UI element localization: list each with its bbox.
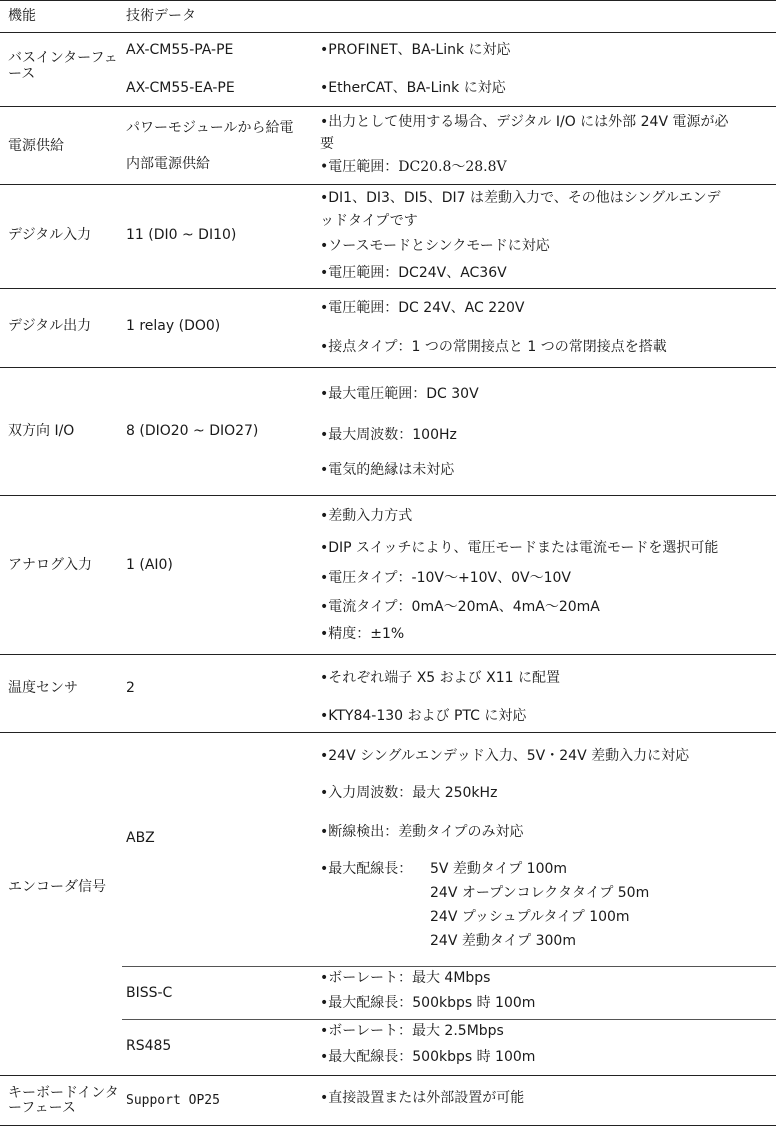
spec-note: •電気的絶縁は未対応 xyxy=(320,462,455,478)
feature-label: デジタル出力 xyxy=(8,318,92,334)
spec-note: •最大電圧範囲：DC 30V xyxy=(320,386,479,402)
spec-note: •入力周波数：最大 250kHz xyxy=(320,785,498,801)
spec-note: •出力として使用する場合、デジタル I/O には外部 24V 電源が必 xyxy=(320,114,729,130)
encoder-type: ABZ xyxy=(126,830,155,846)
spec-note: •DI1、DI3、DI5、DI7 は差動入力で、その他はシングルエンデ xyxy=(320,190,721,206)
channel-value: Support OP25 xyxy=(126,1093,220,1108)
sub-row-divider xyxy=(122,966,776,967)
spec-note: •KTY84-130 および PTC に対応 xyxy=(320,708,527,724)
channel-value: 11 (DI0 ~ DI10) xyxy=(126,227,237,243)
row-divider xyxy=(0,495,776,496)
model-value: AX-CM55-EA-PE xyxy=(126,80,235,96)
spec-note: 要 xyxy=(320,136,334,152)
channel-value: 2 xyxy=(126,680,135,696)
spec-note: •電流タイプ：0mA～20mA、4mA～20mA xyxy=(320,599,600,615)
table-bottom-border xyxy=(0,1125,776,1126)
header-spec: 技術データ xyxy=(126,8,196,24)
spec-note: •最大配線長： xyxy=(320,861,413,877)
channel-value: 8 (DIO20 ~ DIO27) xyxy=(126,423,259,439)
spec-note: •電圧範囲：DC 24V、AC 220V xyxy=(320,300,525,316)
channel-value: 1 relay (DO0) xyxy=(126,318,221,334)
feature-label: エンコーダ信号 xyxy=(8,879,106,895)
spec-note: •ボーレート：最大 2.5Mbps xyxy=(320,1023,504,1039)
spec-note: •ボーレート：最大 4Mbps xyxy=(320,970,491,986)
feature-label: 温度センサ xyxy=(8,680,78,696)
spec-note: •直接設置または外部設置が可能 xyxy=(320,1090,525,1106)
encoder-type: BISS-C xyxy=(126,985,173,1001)
spec-note: •断線検出：差動タイプのみ対応 xyxy=(320,824,524,840)
spec-note: •接点タイプ：1 つの常開接点と 1 つの常閉接点を搭載 xyxy=(320,339,667,355)
spec-note: ッドタイプです xyxy=(320,213,418,229)
row-divider xyxy=(0,654,776,655)
header-divider xyxy=(0,32,776,33)
row-divider xyxy=(0,184,776,185)
spec-note: •電圧タイプ：-10V～+10V、0V～10V xyxy=(320,570,571,586)
spec-note: •精度：±1% xyxy=(320,626,405,642)
feature-label: 双方向 I/O xyxy=(8,423,75,439)
row-divider xyxy=(0,288,776,289)
row-divider xyxy=(0,106,776,107)
spec-note: •最大配線長：500kbps 時 100m xyxy=(320,995,536,1011)
spec-note: •差動入力方式 xyxy=(320,508,413,524)
header-feature: 機能 xyxy=(8,8,36,24)
wire-length-item: 24V 差動タイプ 300m xyxy=(430,933,576,949)
feature-label: バスインターフェース xyxy=(8,50,118,82)
spec-note: •それぞれ端子 X5 および X11 に配置 xyxy=(320,670,560,686)
model-value: AX-CM55-PA-PE xyxy=(126,42,234,58)
spec-note: •EtherCAT、BA-Link に対応 xyxy=(320,80,506,96)
model-value: パワーモジュールから給電 xyxy=(126,120,294,136)
spec-note: •ソースモードとシンクモードに対応 xyxy=(320,238,550,254)
feature-label: アナログ入力 xyxy=(8,557,92,573)
spec-note: •PROFINET、BA-Link に対応 xyxy=(320,42,511,58)
sub-row-divider xyxy=(122,1019,776,1020)
model-value: 内部電源供給 xyxy=(126,156,210,172)
spec-note: •電圧範囲：DC24V、AC36V xyxy=(320,265,507,281)
channel-value: 1 (AI0) xyxy=(126,557,173,573)
feature-label: 電源供給 xyxy=(8,138,64,154)
wire-length-item: 24V プッシュプルタイプ 100m xyxy=(430,909,630,925)
encoder-type: RS485 xyxy=(126,1038,172,1054)
spec-note: •DIP スイッチにより、電圧モードまたは電流モードを選択可能 xyxy=(320,540,719,556)
feature-label: デジタル入力 xyxy=(8,227,92,243)
spec-note: •最大配線長：500kbps 時 100m xyxy=(320,1049,536,1065)
feature-label: キーボードインターフェース xyxy=(8,1085,119,1116)
spec-note: •24V シングルエンデッド入力、5V・24V 差動入力に対応 xyxy=(320,748,690,764)
row-divider xyxy=(0,367,776,368)
row-divider xyxy=(0,1075,776,1076)
row-divider xyxy=(0,732,776,733)
table-top-border xyxy=(0,0,776,1)
spec-note: •最大周波数：100Hz xyxy=(320,427,457,443)
spec-note: •電圧範囲：DC20.8～28.8V xyxy=(320,159,507,175)
wire-length-item: 24V オープンコレクタタイプ 50m xyxy=(430,885,650,901)
wire-length-item: 5V 差動タイプ 100m xyxy=(430,861,568,877)
